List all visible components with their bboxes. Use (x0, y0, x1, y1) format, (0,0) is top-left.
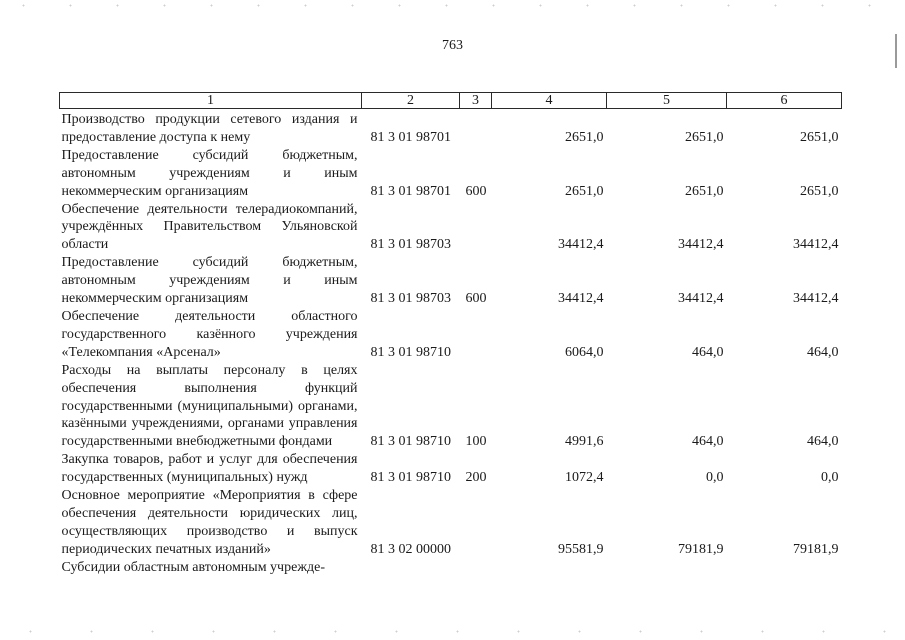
table-row (60, 362, 842, 452)
row-type (460, 109, 492, 147)
row-value-6: 464,0 (807, 434, 839, 450)
row-name: Предоставление субсидий бюджетным, автономным учреждениям и иным некоммерческим организациям (61, 147, 358, 199)
table-row (60, 201, 842, 255)
page-number: 763 (442, 38, 463, 53)
row-code: 81 3 01 98710 (370, 470, 451, 486)
row-value-6 (727, 559, 842, 577)
budget-table (59, 92, 842, 577)
row-value-4: 2651,0 (565, 129, 604, 145)
row-value-5: 2651,0 (685, 183, 724, 199)
row-value-4: 2651,0 (565, 183, 604, 199)
column-header-4: 4 (492, 93, 607, 109)
column-number-row (60, 93, 842, 109)
row-value-6: 34412,4 (793, 291, 839, 307)
row-name: Закупка товаров, работ и услуг для обеспечения государственных (муниципальных) нужд (61, 452, 358, 486)
row-value-5: 0,0 (706, 470, 724, 486)
table-row (60, 254, 842, 308)
row-type (460, 308, 492, 362)
row-name: Основное мероприятие «Мероприятия в сфере обеспечения деятельности юридических лиц, осуществляющих производство и выпуск периодических печатных изданий» (61, 488, 358, 557)
row-type: 100 (465, 434, 487, 450)
table-row (60, 559, 842, 577)
row-value-6: 464,0 (807, 344, 839, 360)
row-value-6: 2651,0 (800, 183, 839, 199)
row-code (362, 559, 460, 577)
row-value-5: 464,0 (692, 344, 724, 360)
row-value-6: 79181,9 (793, 541, 839, 557)
row-code: 81 3 01 98703 (370, 237, 451, 253)
row-value-5: 464,0 (692, 434, 724, 450)
row-type (460, 559, 492, 577)
row-value-5: 79181,9 (678, 541, 724, 557)
row-code: 81 3 01 98710 (370, 434, 451, 450)
row-type: 600 (465, 183, 487, 199)
row-value-6: 0,0 (821, 470, 839, 486)
row-code: 81 3 01 98703 (370, 291, 451, 307)
row-value-4: 1072,4 (565, 470, 604, 486)
row-value-5 (607, 559, 727, 577)
row-value-4: 4991,6 (565, 434, 604, 450)
row-name: Расходы на выплаты персоналу в целях обеспечения выполнения функций государственными (муниципальными) органами, казёнными учреждениями, органами управления государственными внебюджетными фондами (61, 362, 358, 450)
row-value-5: 34412,4 (678, 237, 724, 253)
row-value-5: 2651,0 (685, 129, 724, 145)
column-header-2: 2 (362, 93, 460, 109)
row-name: Предоставление субсидий бюджетным, автономным учреждениям и иным некоммерческим организациям (61, 255, 358, 307)
row-value-5: 34412,4 (678, 291, 724, 307)
row-type: 600 (465, 291, 487, 307)
table-row (60, 109, 842, 147)
scan-noise-bottom (0, 630, 905, 633)
row-name: Субсидии областным автономным учрежде- (61, 559, 325, 575)
row-value-4: 34412,4 (558, 291, 604, 307)
table-row (60, 487, 842, 559)
row-value-4: 95581,9 (558, 541, 604, 557)
row-value-4 (492, 559, 607, 577)
table-row (60, 147, 842, 201)
row-value-6: 34412,4 (793, 237, 839, 253)
row-code: 81 3 01 98710 (370, 344, 451, 360)
column-header-3: 3 (460, 93, 492, 109)
row-type: 200 (465, 470, 487, 486)
column-header-1: 1 (60, 93, 362, 109)
table-row (60, 308, 842, 362)
row-value-4: 6064,0 (565, 344, 604, 360)
row-type (460, 201, 492, 255)
row-type (460, 487, 492, 559)
row-value-6: 2651,0 (800, 129, 839, 145)
row-code: 81 3 01 98701 (370, 183, 451, 199)
row-name: Обеспечение деятельности телерадиокомпаний, учреждённых Правительством Ульяновской области (61, 201, 358, 253)
scan-noise-top (0, 4, 905, 7)
row-value-4: 34412,4 (558, 237, 604, 253)
row-name: Производство продукции сетевого издания и предоставление доступа к нему (61, 112, 358, 145)
column-header-5: 5 (607, 93, 727, 109)
row-code: 81 3 02 00000 (370, 541, 451, 557)
table-row (60, 451, 842, 487)
row-name: Обеспечение деятельности областного государственного казённого учреждения «Телекомпания «Арсенал» (61, 308, 358, 360)
column-header-6: 6 (727, 93, 842, 109)
row-code: 81 3 01 98701 (370, 129, 451, 145)
